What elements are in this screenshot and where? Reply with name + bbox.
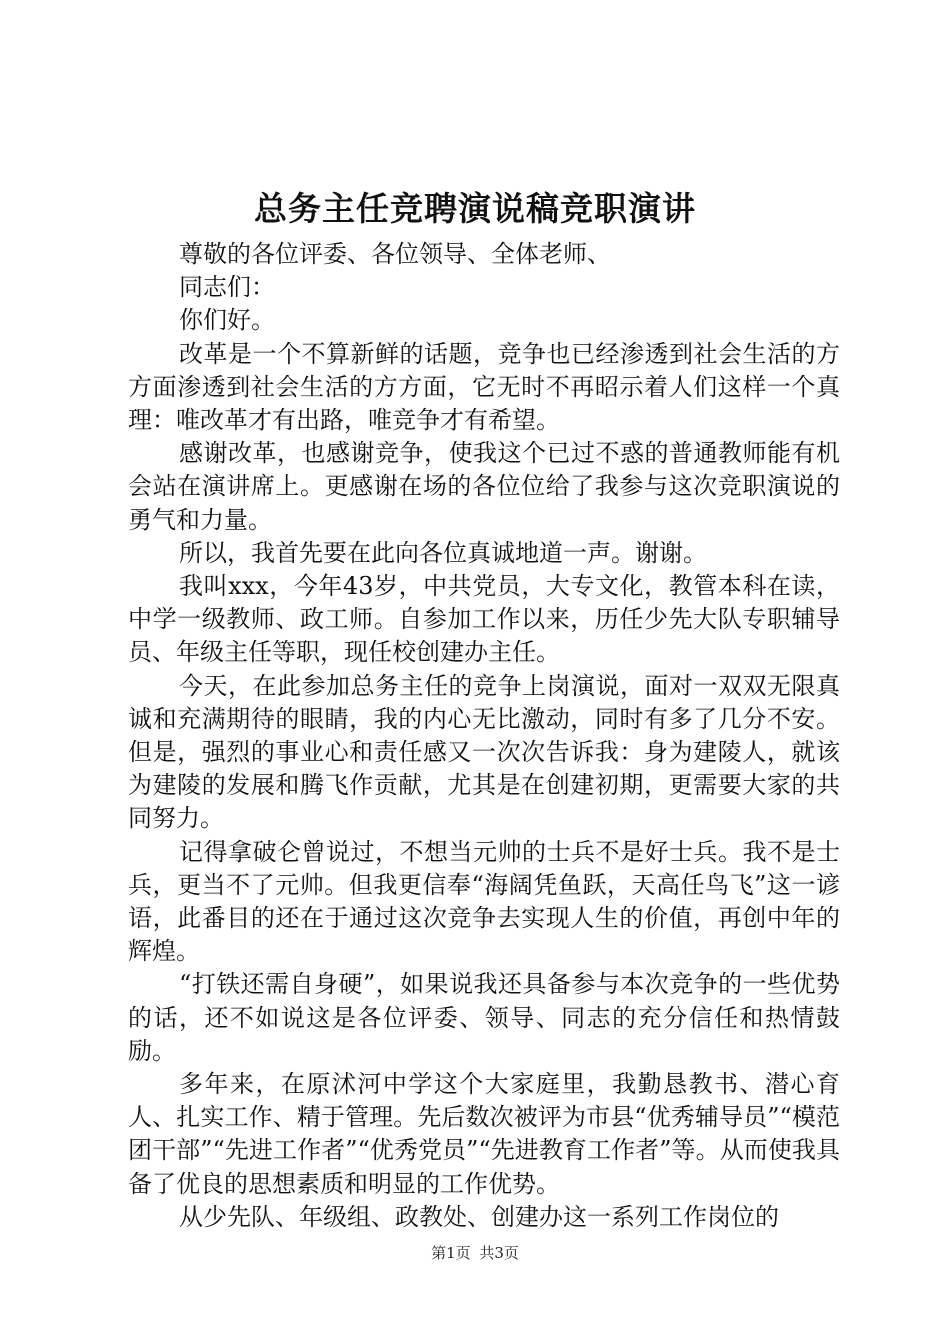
paragraph-salutation: 尊敬的各位评委、各位领导、全体老师、 [179,240,611,268]
paragraph-salutation-cont: 同志们： [179,273,275,302]
paragraph: 感谢改革，也感谢竞争，使我这个已过不惑的普通教师能有机会站在演讲席上。更感谢在场的各位位给了我参与这次竞职演说的勇气和力量。 [128,439,840,534]
paragraph: 改革是一个不算新鲜的话题，竞争也已经渗透到社会生活的方方面渗透到社会生活的方方面，它无时不再昭示着人们这样一个真理：唯改革才有出路，唯竞争才有希望。 [128,339,840,435]
paragraph: 所以，我首先要在此向各位真诚地道一声。谢谢。 [179,538,707,567]
paragraph: 今天，在此参加总务主任的竞争上岗演说，面对一双双无限真诚和充满期待的眼睛，我的内心无比激动，同时有多了几分不安。但是，强烈的事业心和责任感又一次次告诉我：身为建陵人，就该为建陵的发展和腾飞作贡献，尤其是在创建初期，更需要大家的共同努力。 [128,671,840,833]
document-title: 总务主任竞聘演说稿竞职演讲 [254,189,696,228]
paragraph: “打铁还需自身硬”，如果说我还具备参与本次竞争的一些优势的话，还不如说这是各位评委、领导、同志的充分信任和热情鼓励。 [128,970,840,1065]
page-footer [0,1243,950,1263]
paragraph: 从少先队、年级组、政教处、创建办这一系列工作岗位的 [179,1202,779,1231]
page-number: 第1页 [431,1244,471,1262]
paragraph-greeting: 你们好。 [179,306,275,335]
paragraph: 记得拿破仑曾说过，不想当元帅的士兵不是好士兵。我不是士兵，更当不了元帅。但我更信奉“海阔凭鱼跃，天高任鸟飞”这一谚语，此番目的还在于通过这次竞争去实现人生的价值，再创中年的辉煌。 [128,837,840,966]
page-total: 共3页 [479,1244,519,1262]
paragraph: 我叫xxx，今年43岁，中共党员，大专文化，教管本科在读，中学一级教师、政工师。自参加工作以来，历任少先大队专职辅导员、年级主任等职，现任校创建办主任。 [128,572,840,667]
paragraph: 多年来，在原沭河中学这个大家庭里，我勤恳教书、潜心育人、扎实工作、精于管理。先后数次被评为市县“优秀辅导员”“模范团干部”“先进工作者”“优秀党员”“先进教育工作者”等。从而使我具备了优良的思想素质和明显的工作优势。 [128,1070,840,1198]
document-body [128,238,840,1234]
